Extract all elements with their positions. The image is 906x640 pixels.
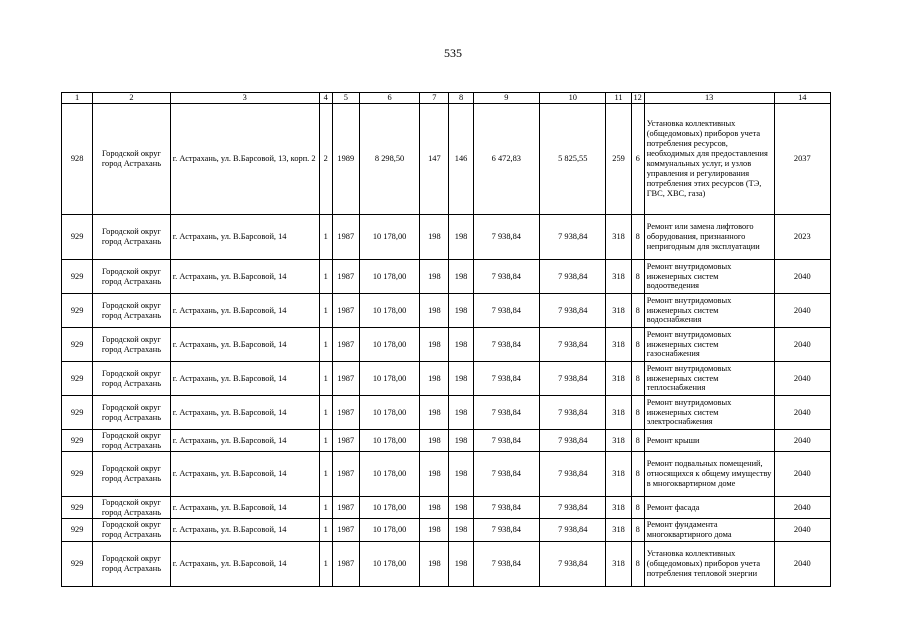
- col8-cell: 198: [449, 396, 473, 430]
- col7-cell: 198: [420, 396, 449, 430]
- col8-cell: 146: [449, 104, 473, 215]
- flats-area-cell: 7 938,84: [540, 328, 606, 362]
- col8-cell: 198: [449, 542, 473, 587]
- total-area-cell: 8 298,50: [359, 104, 419, 215]
- col11-cell: 318: [606, 542, 631, 587]
- total-area-cell: 10 178,00: [359, 452, 419, 497]
- plan-year-cell: 2040: [774, 519, 830, 542]
- row-number: 929: [62, 260, 93, 294]
- col8-cell: 198: [449, 497, 473, 519]
- col11-cell: 318: [606, 430, 631, 452]
- col7-cell: 198: [420, 430, 449, 452]
- municipality-cell: Городской округ город Астрахань: [93, 294, 171, 328]
- plan-year-cell: 2040: [774, 497, 830, 519]
- year-cell: 1987: [332, 519, 359, 542]
- column-header: 8: [449, 93, 473, 104]
- flats-area-cell: 7 938,84: [540, 362, 606, 396]
- year-cell: 1987: [332, 362, 359, 396]
- col11-cell: 318: [606, 396, 631, 430]
- total-area-cell: 10 178,00: [359, 294, 419, 328]
- plan-year-cell: 2040: [774, 328, 830, 362]
- total-area-cell: 10 178,00: [359, 362, 419, 396]
- table-row: [62, 519, 831, 542]
- work-type-cell: Ремонт внутридомовых инженерных систем теплоснабжения: [644, 362, 774, 396]
- year-cell: 1987: [332, 452, 359, 497]
- year-cell: 1987: [332, 542, 359, 587]
- living-area-cell: 6 472,83: [473, 104, 539, 215]
- col8-cell: 198: [449, 328, 473, 362]
- municipality-cell: Городской округ город Астрахань: [93, 519, 171, 542]
- total-area-cell: 10 178,00: [359, 542, 419, 587]
- col4-cell: 1: [319, 497, 332, 519]
- flats-area-cell: 7 938,84: [540, 260, 606, 294]
- col7-cell: 147: [420, 104, 449, 215]
- page-number: 535: [444, 46, 462, 60]
- col12-cell: 6: [631, 104, 644, 215]
- municipality-cell: Городской округ город Астрахань: [93, 430, 171, 452]
- col11-cell: 318: [606, 260, 631, 294]
- year-cell: 1987: [332, 396, 359, 430]
- col7-cell: 198: [420, 519, 449, 542]
- total-area-cell: 10 178,00: [359, 430, 419, 452]
- col12-cell: 8: [631, 260, 644, 294]
- col8-cell: 198: [449, 215, 473, 260]
- address-cell: г. Астрахань, ул. В.Барсовой, 14: [170, 328, 319, 362]
- col7-cell: 198: [420, 328, 449, 362]
- living-area-cell: 7 938,84: [473, 260, 539, 294]
- living-area-cell: 7 938,84: [473, 497, 539, 519]
- table-row: [62, 430, 831, 452]
- column-header: 1: [62, 93, 93, 104]
- plan-year-cell: 2040: [774, 260, 830, 294]
- col12-cell: 8: [631, 452, 644, 497]
- plan-year-cell: 2037: [774, 104, 830, 215]
- address-cell: г. Астрахань, ул. В.Барсовой, 14: [170, 430, 319, 452]
- col12-cell: 8: [631, 519, 644, 542]
- row-number: 929: [62, 362, 93, 396]
- year-cell: 1987: [332, 328, 359, 362]
- capital-repair-table: [61, 92, 831, 587]
- flats-area-cell: 7 938,84: [540, 542, 606, 587]
- work-type-cell: Ремонт внутридомовых инженерных систем газоснабжения: [644, 328, 774, 362]
- table-row: [62, 396, 831, 430]
- table-row: [62, 452, 831, 497]
- work-type-cell: Ремонт внутридомовых инженерных систем электроснабжения: [644, 396, 774, 430]
- header-row: [62, 93, 831, 104]
- column-header: 7: [420, 93, 449, 104]
- municipality-cell: Городской округ город Астрахань: [93, 215, 171, 260]
- plan-year-cell: 2040: [774, 452, 830, 497]
- col8-cell: 198: [449, 260, 473, 294]
- living-area-cell: 7 938,84: [473, 396, 539, 430]
- total-area-cell: 10 178,00: [359, 396, 419, 430]
- column-header: 6: [359, 93, 419, 104]
- column-header: 2: [93, 93, 171, 104]
- col7-cell: 198: [420, 215, 449, 260]
- column-header: 13: [644, 93, 774, 104]
- col8-cell: 198: [449, 294, 473, 328]
- col12-cell: 8: [631, 328, 644, 362]
- living-area-cell: 7 938,84: [473, 294, 539, 328]
- col4-cell: 1: [319, 542, 332, 587]
- column-header: 10: [540, 93, 606, 104]
- living-area-cell: 7 938,84: [473, 519, 539, 542]
- col7-cell: 198: [420, 542, 449, 587]
- col12-cell: 8: [631, 497, 644, 519]
- flats-area-cell: 7 938,84: [540, 430, 606, 452]
- municipality-cell: Городской округ город Астрахань: [93, 452, 171, 497]
- flats-area-cell: 7 938,84: [540, 396, 606, 430]
- row-number: 929: [62, 328, 93, 362]
- col4-cell: 1: [319, 362, 332, 396]
- col8-cell: 198: [449, 452, 473, 497]
- work-type-cell: Ремонт фундамента многоквартирного дома: [644, 519, 774, 542]
- row-number: 929: [62, 497, 93, 519]
- row-number: 929: [62, 542, 93, 587]
- col7-cell: 198: [420, 362, 449, 396]
- row-number: 929: [62, 396, 93, 430]
- col4-cell: 1: [319, 328, 332, 362]
- flats-area-cell: 7 938,84: [540, 452, 606, 497]
- col4-cell: 1: [319, 260, 332, 294]
- work-type-cell: Установка коллективных (общедомовых) приборов учета потребления тепловой энергии: [644, 542, 774, 587]
- address-cell: г. Астрахань, ул. В.Барсовой, 14: [170, 497, 319, 519]
- address-cell: г. Астрахань, ул. В.Барсовой, 13, корп. 2: [170, 104, 319, 215]
- year-cell: 1989: [332, 104, 359, 215]
- row-number: 928: [62, 104, 93, 215]
- flats-area-cell: 7 938,84: [540, 294, 606, 328]
- year-cell: 1987: [332, 294, 359, 328]
- col12-cell: 8: [631, 542, 644, 587]
- work-type-cell: Ремонт или замена лифтового оборудования, признанного непригодным для эксплуатации: [644, 215, 774, 260]
- column-header: 9: [473, 93, 539, 104]
- year-cell: 1987: [332, 215, 359, 260]
- col7-cell: 198: [420, 497, 449, 519]
- address-cell: г. Астрахань, ул. В.Барсовой, 14: [170, 396, 319, 430]
- living-area-cell: 7 938,84: [473, 328, 539, 362]
- municipality-cell: Городской округ город Астрахань: [93, 104, 171, 215]
- year-cell: 1987: [332, 497, 359, 519]
- work-type-cell: Ремонт крыши: [644, 430, 774, 452]
- table-row: [62, 328, 831, 362]
- col11-cell: 318: [606, 497, 631, 519]
- col4-cell: 1: [319, 396, 332, 430]
- col4-cell: 1: [319, 519, 332, 542]
- plan-year-cell: 2040: [774, 294, 830, 328]
- address-cell: г. Астрахань, ул. В.Барсовой, 14: [170, 542, 319, 587]
- col12-cell: 8: [631, 215, 644, 260]
- address-cell: г. Астрахань, ул. В.Барсовой, 14: [170, 452, 319, 497]
- work-type-cell: Ремонт внутридомовых инженерных систем водоснабжения: [644, 294, 774, 328]
- plan-year-cell: 2040: [774, 542, 830, 587]
- row-number: 929: [62, 294, 93, 328]
- flats-area-cell: 7 938,84: [540, 519, 606, 542]
- column-header: 11: [606, 93, 631, 104]
- column-header: 12: [631, 93, 644, 104]
- work-type-cell: Ремонт фасада: [644, 497, 774, 519]
- year-cell: 1987: [332, 430, 359, 452]
- total-area-cell: 10 178,00: [359, 260, 419, 294]
- col4-cell: 1: [319, 452, 332, 497]
- col4-cell: 1: [319, 215, 332, 260]
- col4-cell: 1: [319, 294, 332, 328]
- col11-cell: 318: [606, 294, 631, 328]
- col8-cell: 198: [449, 519, 473, 542]
- col11-cell: 318: [606, 328, 631, 362]
- col8-cell: 198: [449, 362, 473, 396]
- total-area-cell: 10 178,00: [359, 215, 419, 260]
- work-type-cell: Ремонт внутридомовых инженерных систем водоотведения: [644, 260, 774, 294]
- col11-cell: 318: [606, 215, 631, 260]
- address-cell: г. Астрахань, ул. В.Барсовой, 14: [170, 362, 319, 396]
- plan-year-cell: 2040: [774, 430, 830, 452]
- address-cell: г. Астрахань, ул. В.Барсовой, 14: [170, 260, 319, 294]
- col11-cell: 259: [606, 104, 631, 215]
- row-number: 929: [62, 215, 93, 260]
- col4-cell: 2: [319, 104, 332, 215]
- living-area-cell: 7 938,84: [473, 542, 539, 587]
- flats-area-cell: 7 938,84: [540, 497, 606, 519]
- col7-cell: 198: [420, 260, 449, 294]
- municipality-cell: Городской округ город Астрахань: [93, 497, 171, 519]
- address-cell: г. Астрахань, ул. В.Барсовой, 14: [170, 519, 319, 542]
- total-area-cell: 10 178,00: [359, 519, 419, 542]
- column-header: 3: [170, 93, 319, 104]
- column-header: 5: [332, 93, 359, 104]
- year-cell: 1987: [332, 260, 359, 294]
- municipality-cell: Городской округ город Астрахань: [93, 396, 171, 430]
- col12-cell: 8: [631, 362, 644, 396]
- table-row: [62, 542, 831, 587]
- living-area-cell: 7 938,84: [473, 452, 539, 497]
- municipality-cell: Городской округ город Астрахань: [93, 260, 171, 294]
- col8-cell: 198: [449, 430, 473, 452]
- address-cell: г. Астрахань, ул. В.Барсовой, 14: [170, 215, 319, 260]
- col12-cell: 8: [631, 294, 644, 328]
- municipality-cell: Городской округ город Астрахань: [93, 542, 171, 587]
- address-cell: г. Астрахань, ул. В.Барсовой, 14: [170, 294, 319, 328]
- flats-area-cell: 7 938,84: [540, 215, 606, 260]
- table-row: [62, 362, 831, 396]
- plan-year-cell: 2023: [774, 215, 830, 260]
- col4-cell: 1: [319, 430, 332, 452]
- flats-area-cell: 5 825,55: [540, 104, 606, 215]
- col11-cell: 318: [606, 362, 631, 396]
- total-area-cell: 10 178,00: [359, 497, 419, 519]
- col11-cell: 318: [606, 519, 631, 542]
- living-area-cell: 7 938,84: [473, 430, 539, 452]
- total-area-cell: 10 178,00: [359, 328, 419, 362]
- municipality-cell: Городской округ город Астрахань: [93, 362, 171, 396]
- plan-year-cell: 2040: [774, 396, 830, 430]
- table-row: [62, 260, 831, 294]
- table-row: [62, 104, 831, 215]
- municipality-cell: Городской округ город Астрахань: [93, 328, 171, 362]
- living-area-cell: 7 938,84: [473, 362, 539, 396]
- plan-year-cell: 2040: [774, 362, 830, 396]
- col12-cell: 8: [631, 396, 644, 430]
- row-number: 929: [62, 430, 93, 452]
- col7-cell: 198: [420, 294, 449, 328]
- row-number: 929: [62, 519, 93, 542]
- col7-cell: 198: [420, 452, 449, 497]
- col12-cell: 8: [631, 430, 644, 452]
- table-row: [62, 497, 831, 519]
- table-row: [62, 215, 831, 260]
- row-number: 929: [62, 452, 93, 497]
- column-header: 14: [774, 93, 830, 104]
- living-area-cell: 7 938,84: [473, 215, 539, 260]
- table-row: [62, 294, 831, 328]
- work-type-cell: Ремонт подвальных помещений, относящихся к общему имуществу в многоквартирном доме: [644, 452, 774, 497]
- column-header: 4: [319, 93, 332, 104]
- work-type-cell: Установка коллективных (общедомовых) приборов учета потребления ресурсов, необходимых для предоставления коммунальных услуг, и узлов управления и регулирования потребления этих ресурсов (ТЭ, ГВС, ХВС, газа): [644, 104, 774, 215]
- col11-cell: 318: [606, 452, 631, 497]
